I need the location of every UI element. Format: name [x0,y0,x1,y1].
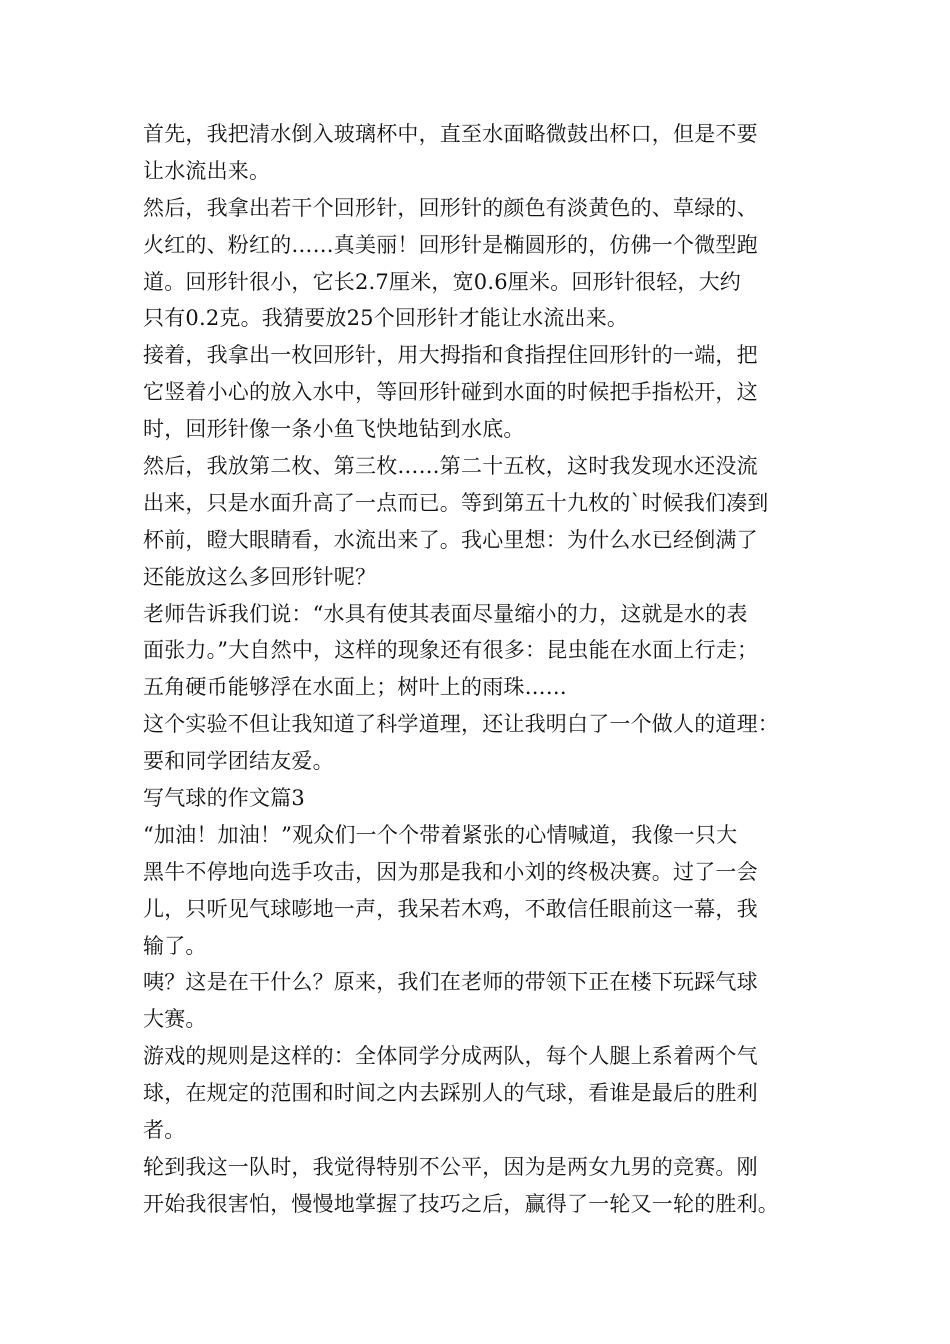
text-line: 它竖着小心的放入水中，等回形针碰到水面的时候把手指松开，这 [143,380,758,405]
text-line: 杯前，瞪大眼睛看，水流出来了。我心里想：为什么水已经倒满了 [143,527,758,552]
text-line: 黑牛不停地向选手攻击，因为那是我和小刘的终极决赛。过了一会 [143,859,758,884]
text-line: 老师告诉我们说：“水具有使其表面尽量缩小的力，这就是水的表 [143,601,748,626]
text-line: 只有0.2克。我猜要放25个回形针才能让水流出来。 [143,306,629,331]
text-line: 这个实验不但让我知道了科学道理，还让我明白了一个做人的道理： [143,712,779,737]
text-line: 然后，我拿出若干个回形针，回形针的颜色有淡黄色的、草绿的、 [143,195,758,220]
text-line: 要和同学团结友爱。 [143,749,334,774]
text-line: 道。回形针很小，它长2.7厘米，宽0.6厘米。回形针很轻，大约 [143,269,741,294]
section-heading: 写气球的作文篇3 [143,786,305,811]
text-line: 咦？这是在干什么？原来，我们在老师的带领下正在楼下玩踩气球 [143,970,758,995]
text-line: 五角硬币能够浮在水面上；树叶上的雨珠…… [143,675,567,700]
text-line: 轮到我这一队时，我觉得特别不公平，因为是两女九男的竞赛。刚 [143,1154,758,1179]
text-line: 接着，我拿出一枚回形针，用大拇指和食指捏住回形针的一端，把 [143,343,758,368]
text-line: “加油！加油！”观众们一个个带着紧张的心情喊道，我像一只大 [143,822,738,847]
text-line: 首先，我把清水倒入玻璃杯中，直至水面略微鼓出杯口，但是不要 [143,122,758,146]
text-line: 儿，只听见气球嘭地一声，我呆若木鸡，不敢信任眼前这一幕，我 [143,896,758,921]
text-line: 还能放这么多回形针呢？ [143,564,377,589]
text-line: 让水流出来。 [143,158,271,183]
text-line: 面张力。”大自然中，这样的现象还有很多：昆虫能在水面上行走； [143,638,759,663]
text-line: 时，回形针像一条小鱼飞快地钻到水底。 [143,417,525,442]
text-line: 出来，只是水面升高了一点而已。等到第五十九枚的`时候我们凑到 [143,490,769,515]
text-line: 者。 [143,1118,186,1143]
text-line: 然后，我放第二枚、第三枚……第二十五枚，这时我发现水还没流 [143,454,758,479]
text-line: 球，在规定的范围和时间之内去踩别人的气球，看谁是最后的胜利 [143,1081,758,1106]
text-line: 游戏的规则是这样的：全体同学分成两队，每个人腿上系着两个气 [143,1044,758,1069]
text-line: 大赛。 [143,1007,207,1032]
text-line: 火红的、粉红的……真美丽！回形针是椭圆形的，仿佛一个微型跑 [143,232,758,257]
text-line: 输了。 [143,933,207,958]
document-body [143,116,823,1223]
text-line: 开始我很害怕，慢慢地掌握了技巧之后，赢得了一轮又一轮的胜利。 [143,1191,779,1216]
